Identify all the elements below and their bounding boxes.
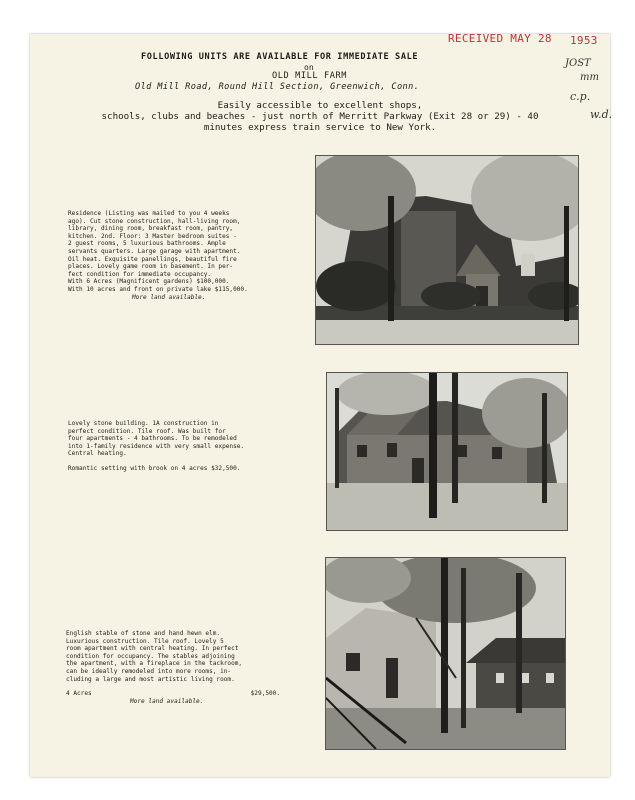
header-title: FOLLOWING UNITS ARE AVAILABLE FOR IMMEDIATE SALE — [141, 52, 419, 62]
intro-line-2: schools, clubs and beaches - just north of Merritt Parkway (Exit 28 or 29) - 40 — [101, 111, 539, 122]
intro-line-3: minutes express train service to New York. — [203, 122, 437, 133]
listing-3-note: More land available. — [130, 697, 204, 705]
listing-1-note: More land available. — [132, 293, 206, 301]
listing-line: places. Lovely game room in basement. In per- — [68, 263, 234, 271]
listing-3-price: $29,500. — [250, 690, 280, 698]
listing-line: With 10 acres and front on private lake $115,000. — [68, 285, 248, 293]
received-stamp — [448, 32, 598, 47]
listing-3-description — [66, 630, 280, 705]
listing-line: Oil heat. Exquisite panellings, beautiful fire — [68, 255, 237, 263]
listing-line: into 1-family residence with very small expense. — [68, 442, 245, 450]
intro-line-1: Easily accessible to excellent shops, — [217, 100, 423, 111]
listing-line: room apartment with central heating. In perfect — [66, 645, 239, 653]
handwritten-note-4: w.d. — [590, 108, 613, 121]
listing-2-setting: Romantic setting with brook on 4 acres $32,500. — [68, 464, 241, 472]
listing-line: Lovely stone building. 1A construction in — [68, 420, 219, 427]
listing-line: condition for occupancy. The stables adjoining — [66, 652, 235, 660]
listing-3-price-row — [66, 690, 280, 698]
listing-3-acres: 4 Acres — [66, 690, 92, 698]
handwritten-note-2: mm — [580, 72, 599, 83]
listing-line: Central heating. — [68, 450, 127, 458]
farm-name: OLD MILL FARM — [272, 71, 348, 81]
handwritten-note-3: c.p. — [570, 90, 591, 103]
listing-line: Luxurious construction. Tile roof. Lovely 5 — [66, 637, 224, 645]
listing-line: 2 guest rooms, 5 luxurious bathrooms. Ample — [68, 240, 226, 248]
header-on: on — [304, 63, 314, 72]
listing-line: can be ideally remodeled into more rooms, in- — [66, 667, 232, 675]
listing-line: With 6 Acres (Magnificent gardens) $100,000. — [68, 278, 230, 286]
listing-line: kitchen. 2nd. Floor: 3 Master bedroom suites - — [68, 232, 237, 240]
listing-line: Residence (Listing was mailed to you 4 weeks — [68, 210, 230, 217]
listing-1-description — [68, 210, 284, 301]
stone-building-photo — [326, 372, 568, 531]
listing-line: the apartment, with a fireplace in the tackroom, — [66, 660, 243, 668]
handwritten-note-1: JOST — [565, 58, 591, 69]
english-stable-photo — [325, 557, 566, 750]
residence-photo — [315, 155, 579, 345]
location-line: Old Mill Road, Round Hill Section, Greenwich, Conn. — [135, 82, 420, 92]
listing-line: cluding a large and most artistic living room. — [66, 675, 235, 683]
listing-line: ago). Cut stone construction, hall-living room, — [68, 217, 241, 225]
listing-line: library, dining room, breakfast room, pantry, — [68, 225, 234, 233]
stamp-year: 1953 — [570, 34, 598, 47]
listing-line: perfect condition. Tile roof. Was built for — [68, 427, 226, 435]
listing-line: four apartments - 4 bathrooms. To be remodeled — [68, 435, 237, 443]
listing-line: fect condition for immediate occupancy. — [68, 270, 212, 278]
listing-2-description — [68, 420, 278, 473]
listing-line: English stable of stone and hand hewn elm. — [66, 630, 221, 637]
listing-line: servants quarters. Large garage with apartment. — [68, 247, 241, 255]
stamp-text: RECEIVED MAY 28 — [448, 32, 552, 45]
